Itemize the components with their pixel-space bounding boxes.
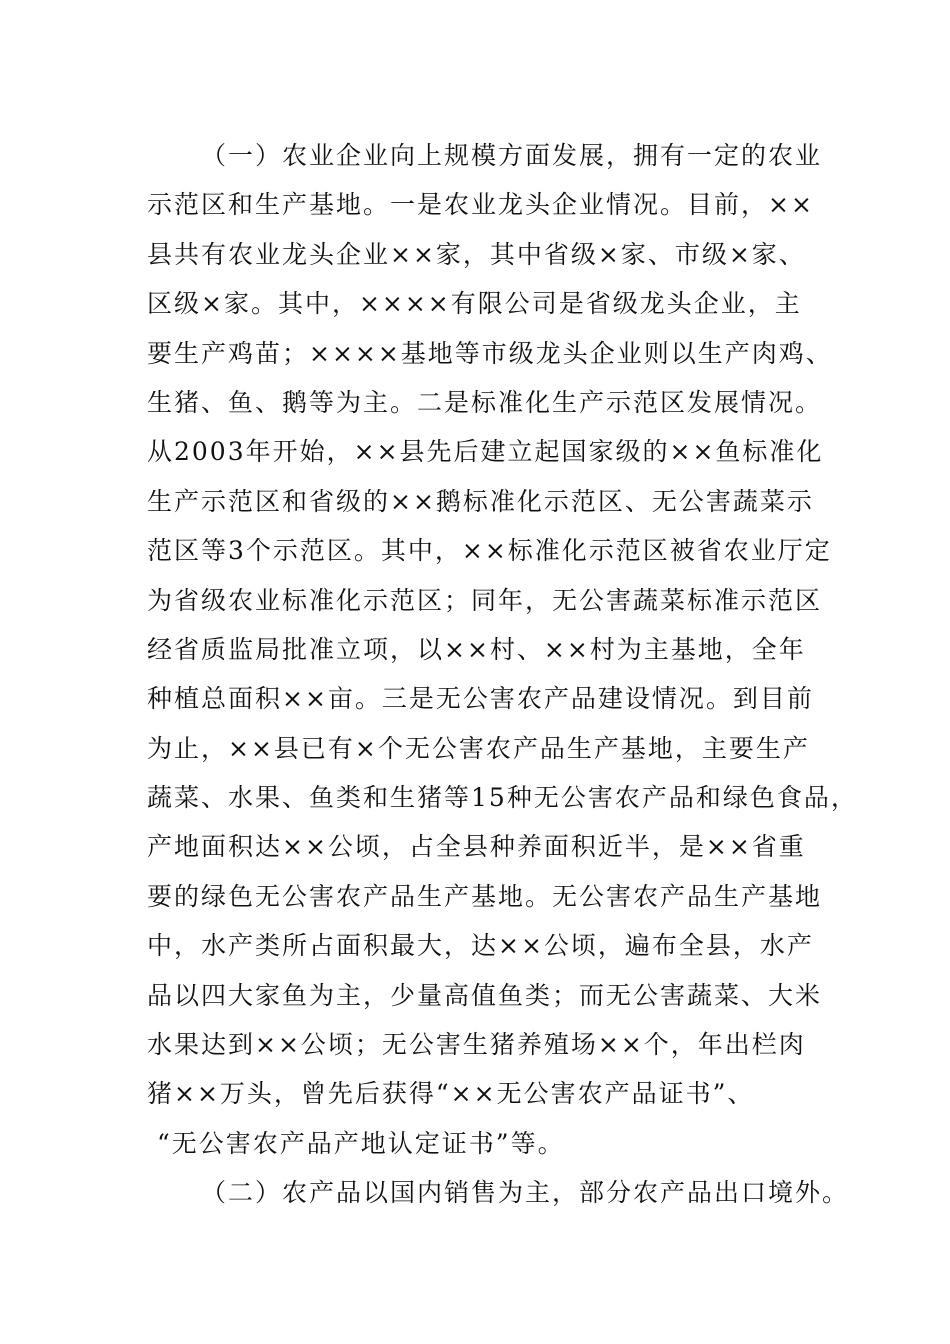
paragraph-1-line-9: 范区等3个示范区。其中，××标准化示范区被省农业厅定: [147, 536, 832, 566]
paragraph-1-line-6: 生猪、鱼、鹅等为主。二是标准化生产示范区发展情况。: [147, 387, 823, 417]
paragraph-1-line-8: 生产示范区和省级的××鹅标准化示范区、无公害蔬菜示: [147, 486, 814, 516]
paragraph-1-line-10: 为省级农业标准化示范区；同年，无公害蔬菜标准示范区: [147, 585, 823, 615]
paragraph-1-line-19: 水果达到××公顷；无公害生猪养殖场××个，年出栏肉: [147, 1030, 806, 1060]
paragraph-1-line-13: 为止，××县已有×个无公害农产品生产基地，主要生产: [147, 733, 810, 763]
paragraph-2-line-1: （二）农产品以国内销售为主，部分农产品出口境外。: [201, 1178, 850, 1208]
paragraph-1-line-20: 猪××万头，曾先后获得“××无公害农产品证书”、: [147, 1079, 755, 1109]
paragraph-1-line-2: 示范区和生产基地。一是农业龙头企业情况。目前，××: [147, 190, 814, 220]
paragraph-1-line-7: 从2003年开始，××县先后建立起国家级的××鱼标准化: [147, 437, 824, 467]
paragraph-1-line-12: 种植总面积××亩。三是无公害农产品建设情况。到目前: [147, 684, 814, 714]
paragraph-1-line-18: 品以四大家鱼为主，少量高值鱼类；而无公害蔬菜、大米: [147, 980, 823, 1010]
paragraph-1-line-21: “无公害农产品产地认定证书”等。: [157, 1128, 565, 1158]
paragraph-1-line-5: 要生产鸡苗；××××基地等市级龙头企业则以生产肉鸡、: [147, 338, 833, 368]
paragraph-1-line-16: 要的绿色无公害农产品生产基地。无公害农产品生产基地: [147, 881, 823, 911]
paragraph-1-line-15: 产地面积达××公顷，占全县种养面积近半，是××省重: [147, 832, 806, 862]
paragraph-1-line-4: 区级×家。其中，××××有限公司是省级龙头企业，主: [147, 289, 802, 319]
paragraph-1-line-3: 县共有农业龙头企业××家，其中省级×家、市级×家、: [147, 239, 806, 269]
paragraph-1-line-14: 蔬菜、水果、鱼类和生猪等15种无公害农产品和绿色食品，: [147, 783, 858, 813]
body-text: [147, 131, 858, 1218]
paragraph-1-line-17: 中，水产类所占面积最大，达××公顷，遍布全县，水产: [147, 931, 814, 961]
paragraph-1-line-11: 经省质监局批准立项，以××村、××村为主基地，全年: [147, 634, 806, 664]
paragraph-1-line-1: （一）农业企业向上规模方面发展，拥有一定的农业: [201, 141, 823, 170]
